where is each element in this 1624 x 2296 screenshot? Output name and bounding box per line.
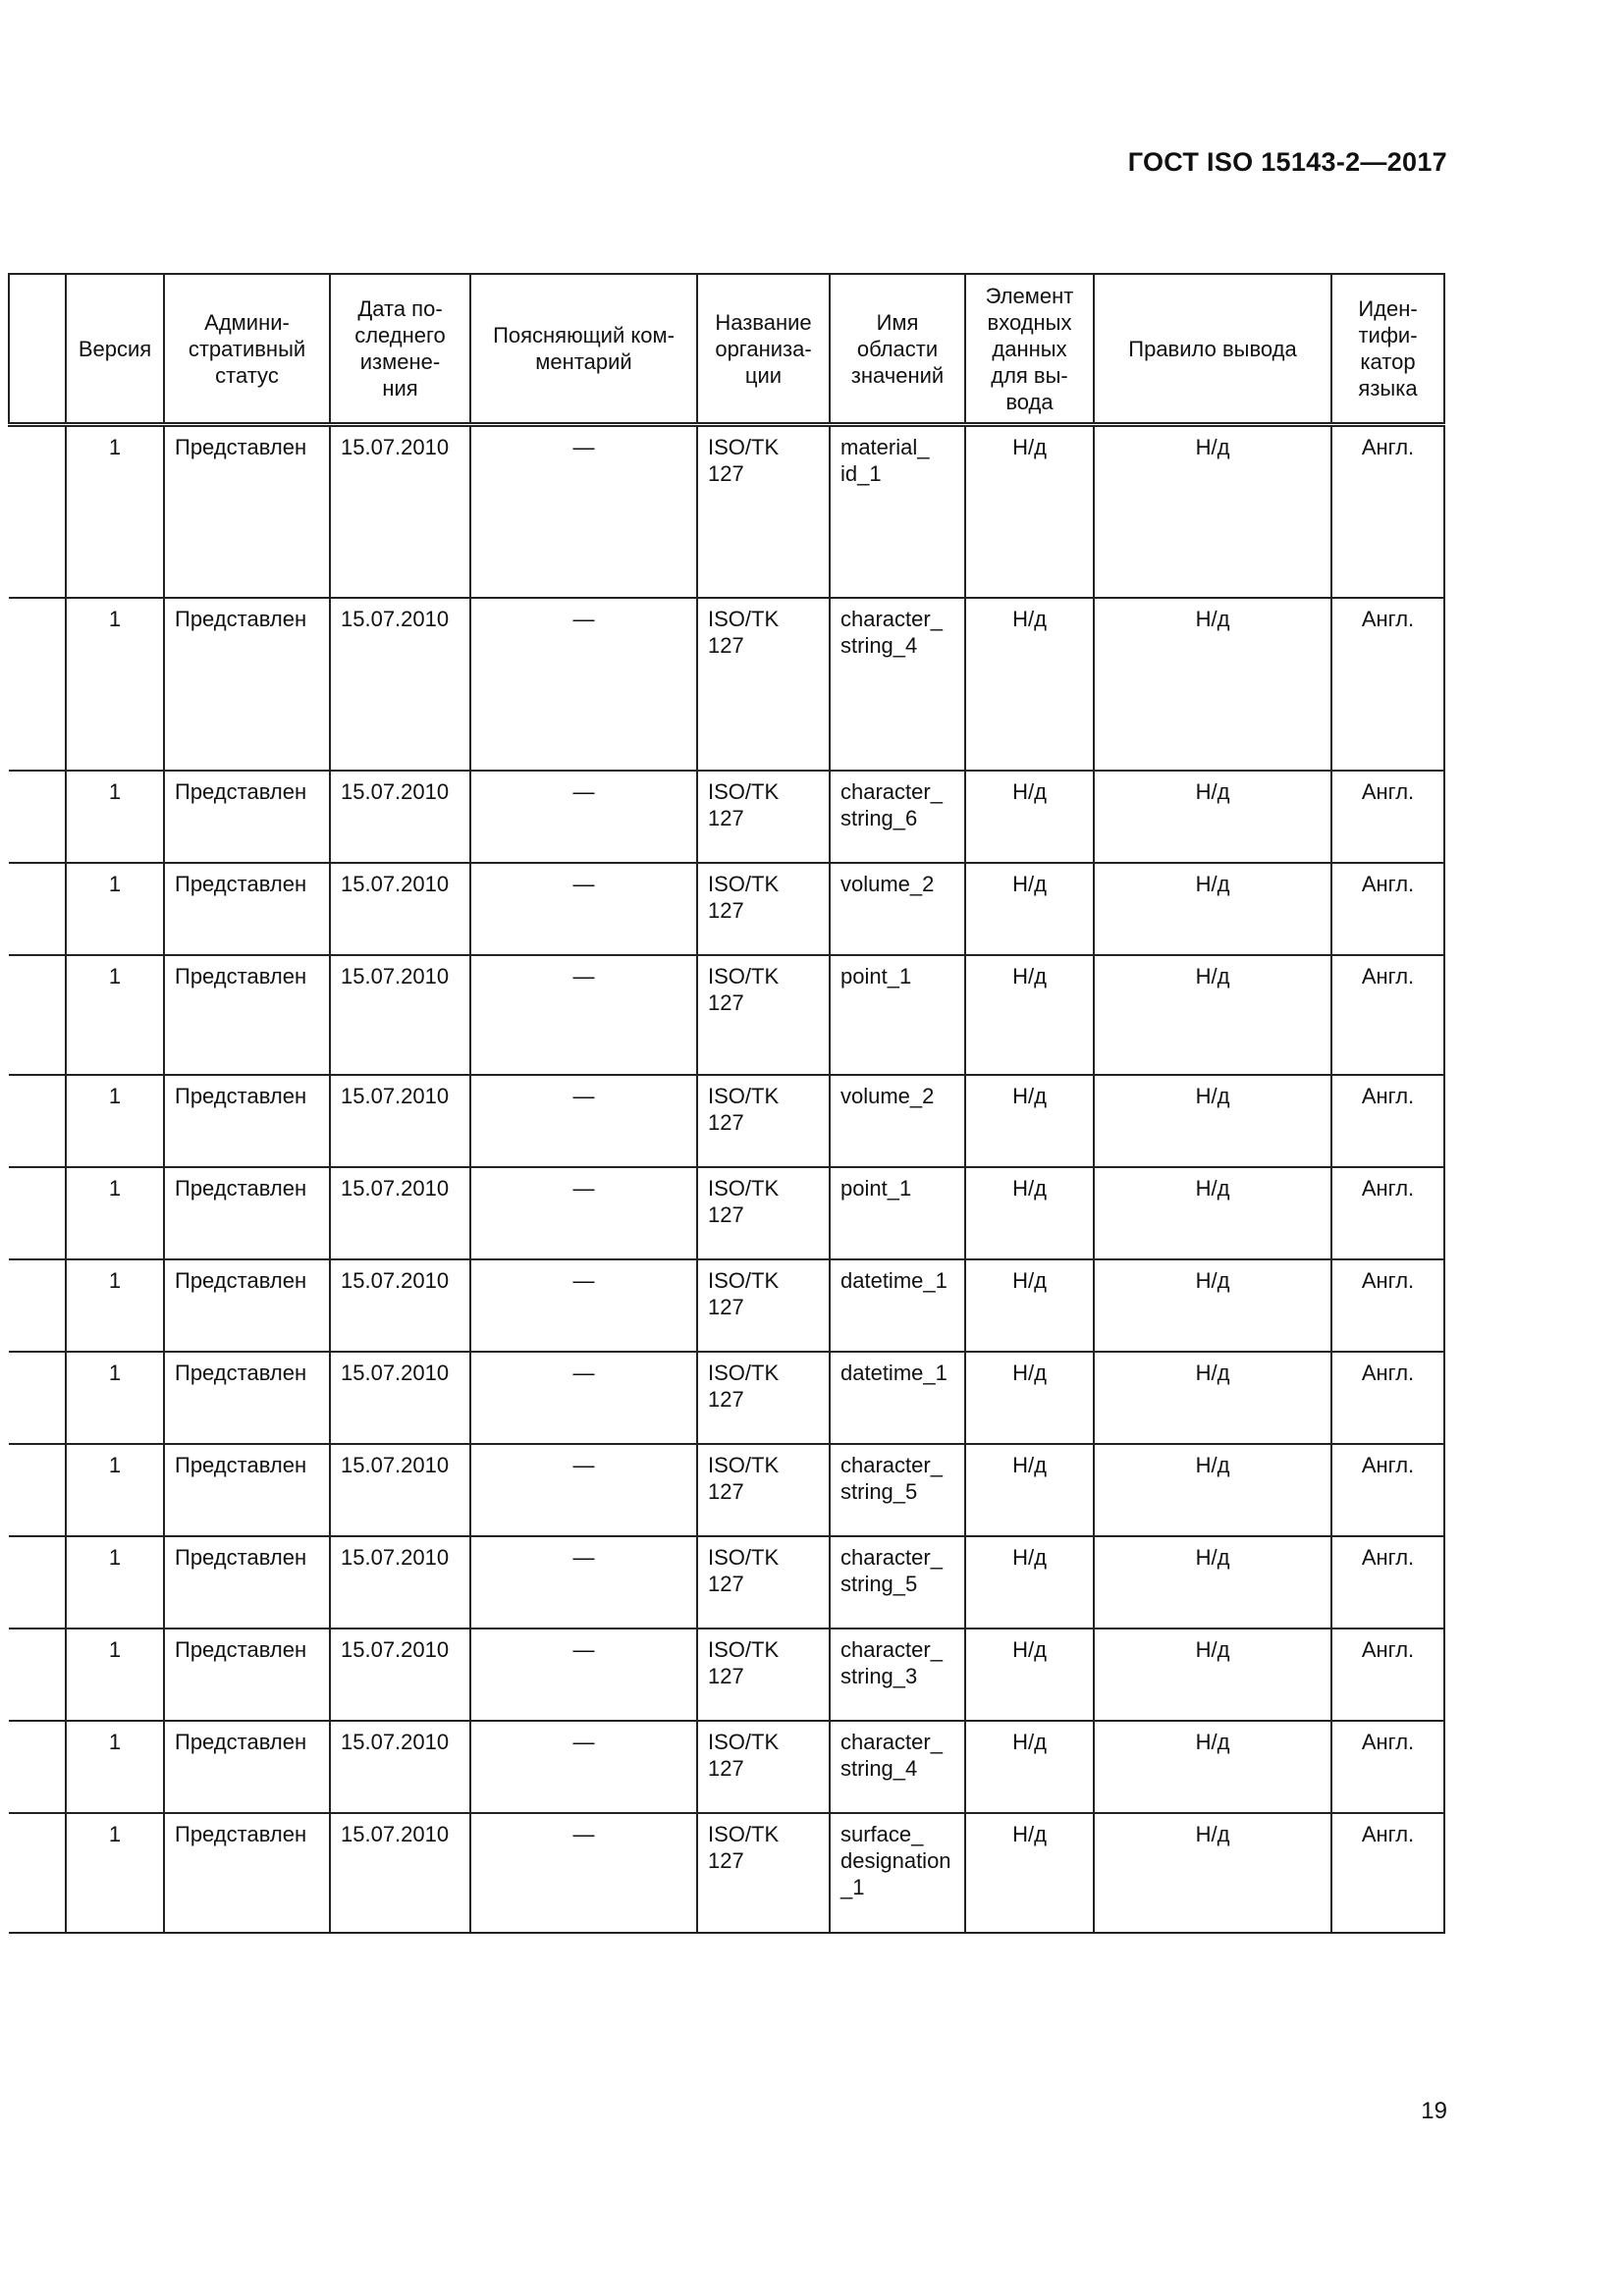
header-value-domain: Имя области значений [830, 274, 965, 425]
cell-comment: — [470, 1444, 697, 1536]
cell-version: 1 [66, 1259, 164, 1352]
cell-language-id: Англ. [1331, 1075, 1444, 1167]
cell-input-element: Н/д [965, 1352, 1094, 1444]
cell-derivation-rule: Н/д [1094, 1536, 1331, 1629]
cell-value-domain: character_ string_5 [830, 1444, 965, 1536]
registry-table [8, 273, 1445, 1934]
cell-language-id: Англ. [1331, 1813, 1444, 1933]
cell-last-change-date: 15.07.2010 [330, 425, 470, 598]
table-row [9, 1721, 1444, 1813]
cell-comment: — [470, 1536, 697, 1629]
cell-last-change-date: 15.07.2010 [330, 863, 470, 955]
cell-input-element: Н/д [965, 1075, 1094, 1167]
cell-input-element: Н/д [965, 863, 1094, 955]
cell-derivation-rule: Н/д [1094, 1444, 1331, 1536]
table-row [9, 425, 1444, 598]
cell-version: 1 [66, 1075, 164, 1167]
cell-value-domain: character_ string_4 [830, 1721, 965, 1813]
cell-value-domain: character_ string_5 [830, 1536, 965, 1629]
cell-comment: — [470, 1259, 697, 1352]
cell-organization: ISO/TK 127 [697, 1352, 830, 1444]
cell-input-element: Н/д [965, 1721, 1094, 1813]
cell-language-id: Англ. [1331, 1352, 1444, 1444]
row-index-cell [9, 1813, 66, 1933]
cell-version: 1 [66, 1629, 164, 1721]
cell-language-id: Англ. [1331, 1721, 1444, 1813]
cell-derivation-rule: Н/д [1094, 425, 1331, 598]
cell-input-element: Н/д [965, 771, 1094, 863]
row-index-cell [9, 771, 66, 863]
cell-derivation-rule: Н/д [1094, 1721, 1331, 1813]
cell-derivation-rule: Н/д [1094, 1167, 1331, 1259]
cell-admin-status: Представлен [164, 955, 330, 1075]
cell-version: 1 [66, 1444, 164, 1536]
header-last-change-date: Дата по- следнего измене- ния [330, 274, 470, 425]
cell-value-domain: point_1 [830, 955, 965, 1075]
cell-comment: — [470, 1813, 697, 1933]
cell-input-element: Н/д [965, 1259, 1094, 1352]
cell-derivation-rule: Н/д [1094, 771, 1331, 863]
cell-comment: — [470, 1075, 697, 1167]
cell-value-domain: surface_ designation _1 [830, 1813, 965, 1933]
cell-comment: — [470, 1629, 697, 1721]
cell-derivation-rule: Н/д [1094, 863, 1331, 955]
cell-admin-status: Представлен [164, 1721, 330, 1813]
cell-last-change-date: 15.07.2010 [330, 771, 470, 863]
cell-input-element: Н/д [965, 598, 1094, 771]
registry-table-container [8, 273, 1445, 1934]
cell-value-domain: character_ string_6 [830, 771, 965, 863]
cell-comment: — [470, 598, 697, 771]
cell-last-change-date: 15.07.2010 [330, 1167, 470, 1259]
cell-organization: ISO/TK 127 [697, 598, 830, 771]
cell-organization: ISO/TK 127 [697, 1259, 830, 1352]
table-body [9, 425, 1444, 1933]
cell-language-id: Англ. [1331, 598, 1444, 771]
cell-version: 1 [66, 955, 164, 1075]
cell-value-domain: material_ id_1 [830, 425, 965, 598]
cell-comment: — [470, 771, 697, 863]
cell-organization: ISO/TK 127 [697, 425, 830, 598]
cell-version: 1 [66, 1536, 164, 1629]
cell-admin-status: Представлен [164, 598, 330, 771]
cell-comment: — [470, 1167, 697, 1259]
cell-value-domain: datetime_1 [830, 1352, 965, 1444]
cell-admin-status: Представлен [164, 1629, 330, 1721]
header-version: Версия [66, 274, 164, 425]
table-row [9, 1629, 1444, 1721]
cell-language-id: Англ. [1331, 1167, 1444, 1259]
cell-organization: ISO/TK 127 [697, 771, 830, 863]
cell-organization: ISO/TK 127 [697, 1629, 830, 1721]
cell-admin-status: Представлен [164, 1444, 330, 1536]
cell-comment: — [470, 1721, 697, 1813]
cell-organization: ISO/TK 127 [697, 1536, 830, 1629]
table-row [9, 1167, 1444, 1259]
cell-last-change-date: 15.07.2010 [330, 1813, 470, 1933]
header-input-element: Элемент входных данных для вы- вода [965, 274, 1094, 425]
cell-comment: — [470, 425, 697, 598]
cell-last-change-date: 15.07.2010 [330, 1629, 470, 1721]
header-language-id: Иден- тифи- катор языка [1331, 274, 1444, 425]
cell-admin-status: Представлен [164, 1167, 330, 1259]
cell-language-id: Англ. [1331, 955, 1444, 1075]
header-index-cell [9, 274, 66, 425]
cell-admin-status: Представлен [164, 1813, 330, 1933]
cell-input-element: Н/д [965, 1629, 1094, 1721]
cell-derivation-rule: Н/д [1094, 1352, 1331, 1444]
cell-comment: — [470, 955, 697, 1075]
cell-language-id: Англ. [1331, 1259, 1444, 1352]
row-index-cell [9, 1536, 66, 1629]
cell-language-id: Англ. [1331, 1629, 1444, 1721]
cell-last-change-date: 15.07.2010 [330, 1352, 470, 1444]
cell-last-change-date: 15.07.2010 [330, 598, 470, 771]
row-index-cell [9, 1259, 66, 1352]
header-derivation-rule: Правило вывода [1094, 274, 1331, 425]
cell-version: 1 [66, 1352, 164, 1444]
cell-version: 1 [66, 1813, 164, 1933]
cell-derivation-rule: Н/д [1094, 1259, 1331, 1352]
table-header-row [9, 274, 1444, 425]
cell-value-domain: datetime_1 [830, 1259, 965, 1352]
cell-derivation-rule: Н/д [1094, 598, 1331, 771]
cell-value-domain: volume_2 [830, 1075, 965, 1167]
cell-language-id: Англ. [1331, 1536, 1444, 1629]
row-index-cell [9, 1444, 66, 1536]
table-row [9, 1352, 1444, 1444]
cell-last-change-date: 15.07.2010 [330, 1536, 470, 1629]
cell-last-change-date: 15.07.2010 [330, 1444, 470, 1536]
cell-version: 1 [66, 1721, 164, 1813]
cell-value-domain: character_ string_4 [830, 598, 965, 771]
cell-admin-status: Представлен [164, 1075, 330, 1167]
table-row [9, 1259, 1444, 1352]
cell-last-change-date: 15.07.2010 [330, 1721, 470, 1813]
row-index-cell [9, 1629, 66, 1721]
cell-admin-status: Представлен [164, 1259, 330, 1352]
cell-comment: — [470, 1352, 697, 1444]
cell-organization: ISO/TK 127 [697, 863, 830, 955]
table-row [9, 771, 1444, 863]
cell-derivation-rule: Н/д [1094, 1629, 1331, 1721]
cell-language-id: Англ. [1331, 771, 1444, 863]
cell-input-element: Н/д [965, 1536, 1094, 1629]
cell-comment: — [470, 863, 697, 955]
document-header: ГОСТ ISO 15143-2—2017 [1127, 147, 1447, 177]
cell-last-change-date: 15.07.2010 [330, 1075, 470, 1167]
cell-admin-status: Представлен [164, 771, 330, 863]
cell-last-change-date: 15.07.2010 [330, 1259, 470, 1352]
row-index-cell [9, 1721, 66, 1813]
cell-version: 1 [66, 598, 164, 771]
cell-value-domain: character_ string_3 [830, 1629, 965, 1721]
cell-admin-status: Представлен [164, 1536, 330, 1629]
cell-version: 1 [66, 425, 164, 598]
cell-organization: ISO/TK 127 [697, 1444, 830, 1536]
row-index-cell [9, 863, 66, 955]
row-index-cell [9, 425, 66, 598]
cell-organization: ISO/TK 127 [697, 1075, 830, 1167]
cell-input-element: Н/д [965, 955, 1094, 1075]
row-index-cell [9, 955, 66, 1075]
cell-derivation-rule: Н/д [1094, 955, 1331, 1075]
table-row [9, 1813, 1444, 1933]
table-row [9, 1444, 1444, 1536]
cell-value-domain: point_1 [830, 1167, 965, 1259]
cell-admin-status: Представлен [164, 863, 330, 955]
cell-input-element: Н/д [965, 1444, 1094, 1536]
cell-input-element: Н/д [965, 1813, 1094, 1933]
cell-language-id: Англ. [1331, 425, 1444, 598]
cell-version: 1 [66, 1167, 164, 1259]
header-comment: Поясняющий ком- ментарий [470, 274, 697, 425]
table-row [9, 1536, 1444, 1629]
cell-language-id: Англ. [1331, 1444, 1444, 1536]
cell-organization: ISO/TK 127 [697, 955, 830, 1075]
header-organization: Название организа- ции [697, 274, 830, 425]
cell-last-change-date: 15.07.2010 [330, 955, 470, 1075]
cell-organization: ISO/TK 127 [697, 1813, 830, 1933]
row-index-cell [9, 1167, 66, 1259]
cell-input-element: Н/д [965, 1167, 1094, 1259]
cell-organization: ISO/TK 127 [697, 1721, 830, 1813]
cell-value-domain: volume_2 [830, 863, 965, 955]
cell-admin-status: Представлен [164, 1352, 330, 1444]
cell-version: 1 [66, 771, 164, 863]
table-row [9, 863, 1444, 955]
table-row [9, 598, 1444, 771]
cell-organization: ISO/TK 127 [697, 1167, 830, 1259]
page-number: 19 [1421, 2098, 1447, 2124]
cell-admin-status: Представлен [164, 425, 330, 598]
cell-derivation-rule: Н/д [1094, 1075, 1331, 1167]
row-index-cell [9, 1352, 66, 1444]
row-index-cell [9, 598, 66, 771]
cell-language-id: Англ. [1331, 863, 1444, 955]
cell-version: 1 [66, 863, 164, 955]
cell-input-element: Н/д [965, 425, 1094, 598]
row-index-cell [9, 1075, 66, 1167]
table-row [9, 955, 1444, 1075]
cell-derivation-rule: Н/д [1094, 1813, 1331, 1933]
header-admin-status: Админи- стративный статус [164, 274, 330, 425]
table-row [9, 1075, 1444, 1167]
